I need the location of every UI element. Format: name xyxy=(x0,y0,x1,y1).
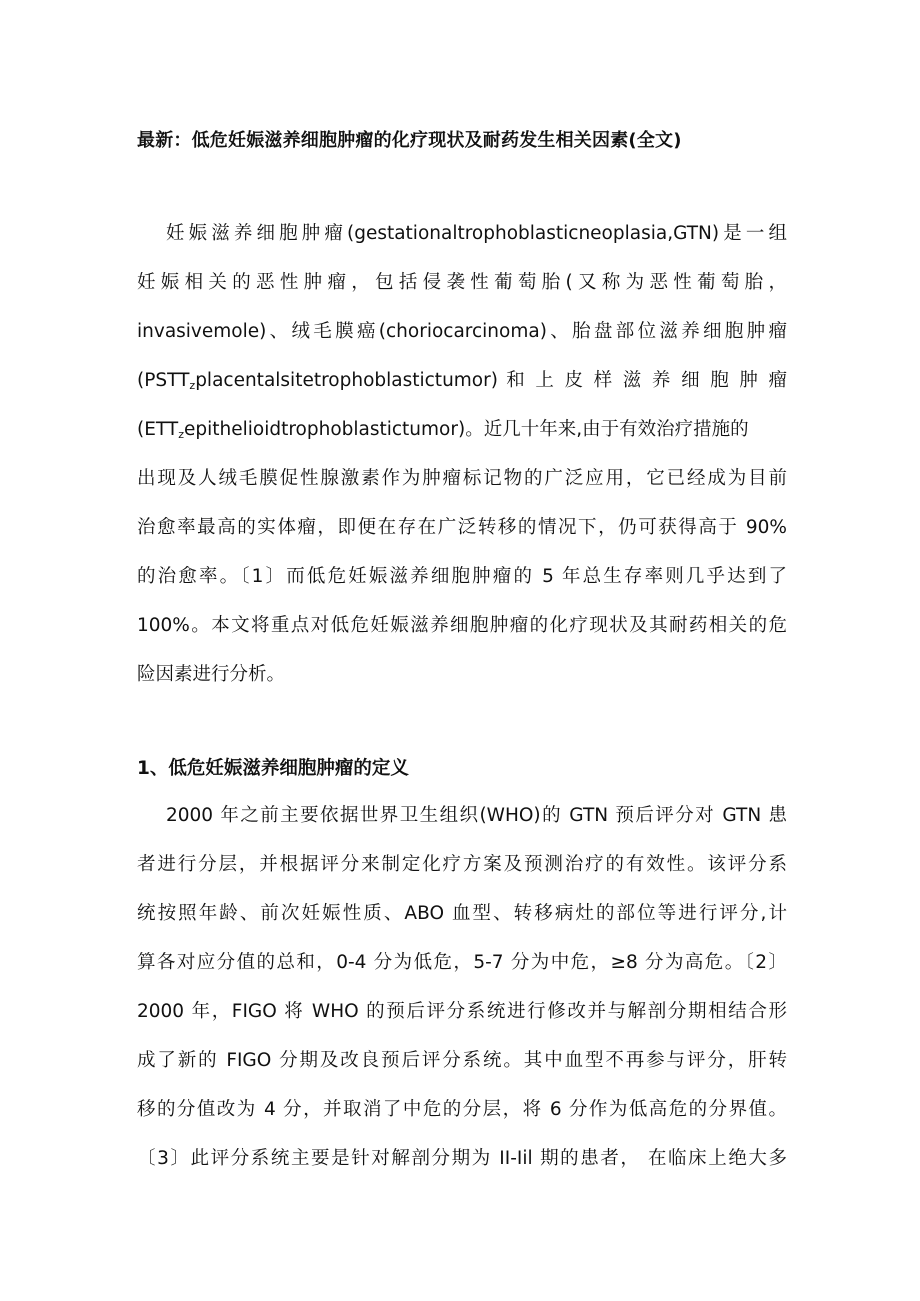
paragraph-line: 成了新的 FIGO 分期及改良预后评分系统。其中血型不再参与评分，肝转 xyxy=(137,1050,787,1071)
paragraph-line: 妊娠滋养细胞肿瘤(gestationaltrophoblasticneoplasia,GTN)是一组 xyxy=(166,223,787,244)
paragraph-line: 者进行分层，并根据评分来制定化疗方案及预测治疗的有效性。该评分系 xyxy=(137,854,787,875)
section-heading: 1、低危妊娠滋养细胞肿瘤的定义 xyxy=(137,758,409,779)
paragraph-line: 的治愈率。〔1〕而低危妊娠滋养细胞肿瘤的 5 年总生存率则几乎达到了 xyxy=(137,566,787,587)
paragraph-line: 移的分值改为 4 分，并取消了中危的分层，将 6 分作为低高危的分界值。 xyxy=(137,1099,787,1120)
subscript-z: z xyxy=(189,379,196,392)
pstt-full: placentalsitetrophoblastictumor) 和 上 皮 样 滋 养 细 胞 肿 瘤 xyxy=(195,370,787,391)
paragraph-line: 2000 年之前主要依据世界卫生组织(WHO)的 GTN 预后评分对 GTN 患 xyxy=(166,805,787,826)
pstt-abbrev: (PSTT xyxy=(137,370,190,391)
subscript-z: z xyxy=(178,428,184,441)
paragraph-line: 出现及人绒毛膜促性腺激素作为肿瘤标记物的广泛应用，它已经成为目前 xyxy=(137,468,787,489)
document-title: 最新：低危妊娠滋养细胞肿瘤的化疗现状及耐药发生相关因素(全文) xyxy=(137,130,682,151)
ett-abbrev: (ETT xyxy=(137,419,179,440)
paragraph-line: 妊娠相关的恶性肿瘤，包括侵袭性葡萄胎(又称为恶性葡萄胎， xyxy=(137,272,787,293)
paragraph-line: 统按照年龄、前次妊娠性质、ABO 血型、转移病灶的部位等进行评分,计 xyxy=(137,903,787,924)
paragraph-line: 2000 年，FIGO 将 WHO 的预后评分系统进行修改并与解剖分期相结合形 xyxy=(137,1001,787,1022)
paragraph-line: 100%。本文将重点对低危妊娠滋养细胞肿瘤的化疗现状及其耐药相关的危 xyxy=(137,615,787,636)
paragraph-line: invasivemole)、绒毛膜癌(choriocarcinoma)、胎盘部位滋养细胞肿瘤 xyxy=(137,321,787,342)
paragraph-line: 算各对应分值的总和，0-4 分为低危，5-7 分为中危，≥8 分为高危。〔2〕 xyxy=(137,952,787,973)
paragraph-line: 〔3〕此评分系统主要是针对解剖分期为 II-Iil 期的患者， 在临床上绝大多 xyxy=(137,1148,787,1169)
paragraph-line-pstt xyxy=(137,369,787,398)
paragraph-line-ett xyxy=(137,418,787,447)
ett-full: epithelioidtrophoblastictumor)。近几十年来,由于有效治疗措施的 xyxy=(183,419,749,440)
paragraph-line: 治愈率最高的实体瘤，即便在存在广泛转移的情况下，仍可获得高于 90% xyxy=(137,517,787,538)
paragraph-line: 险因素进行分析。 xyxy=(137,664,286,685)
